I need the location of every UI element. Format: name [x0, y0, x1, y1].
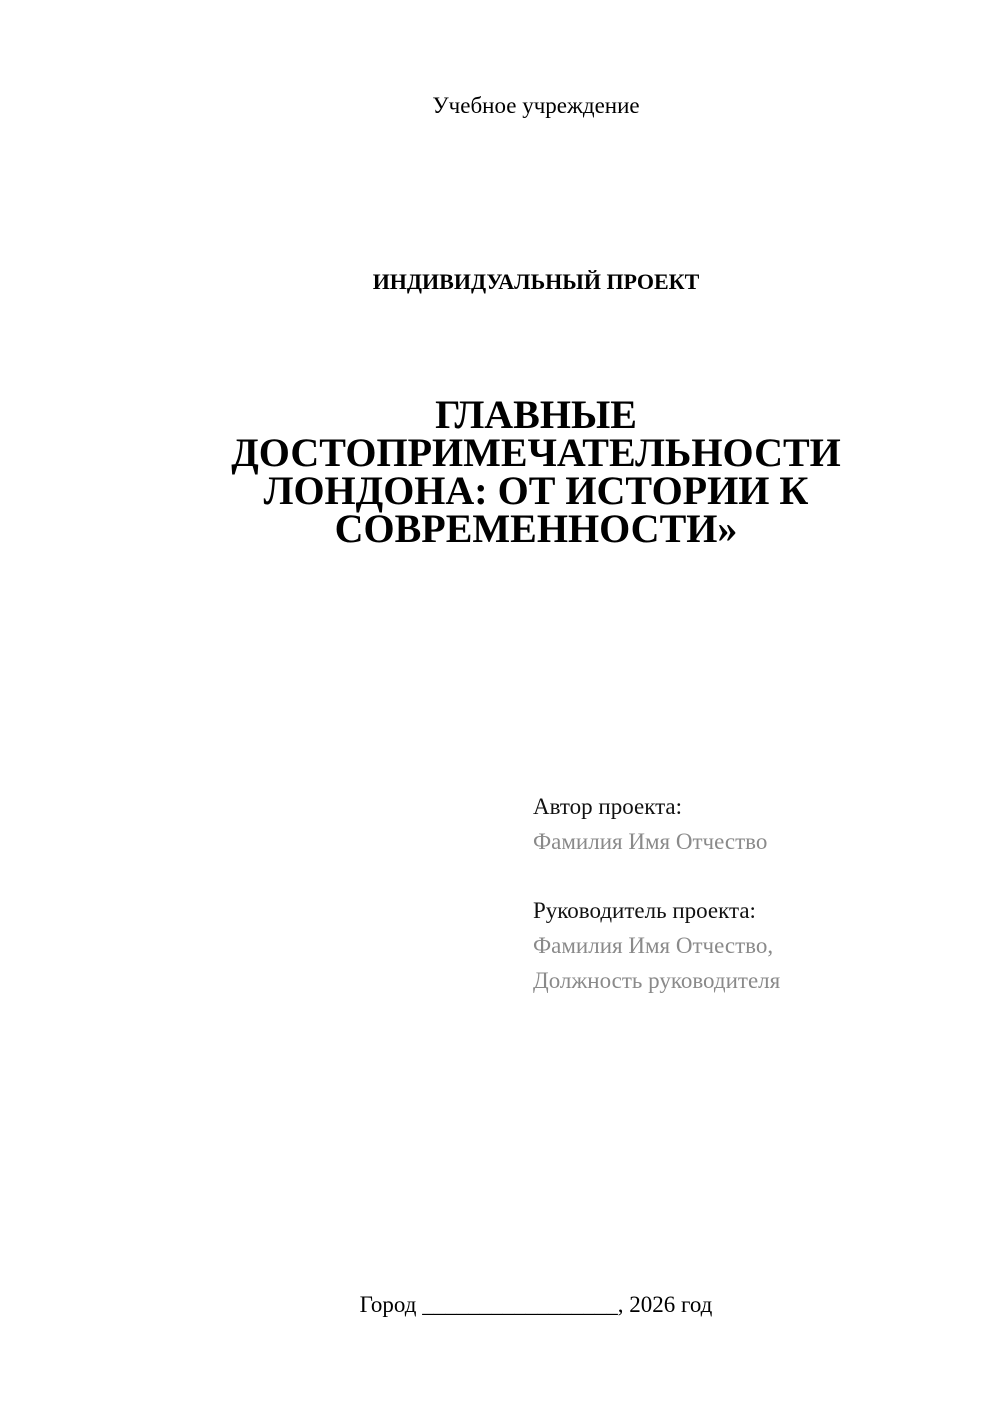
- project-title-line: ЛОНДОНА: ОТ ИСТОРИИ К: [263, 468, 809, 513]
- people-block: [533, 789, 953, 998]
- city-blank: _________________: [422, 1292, 618, 1317]
- project-title-line: СОВРЕМЕННОСТИ»: [334, 506, 738, 551]
- author-name: Фамилия Имя Отчество: [533, 829, 768, 854]
- year-text: , 2026 год: [617, 1292, 713, 1317]
- project-title-line: ДОСТОПРИМЕЧАТЕЛЬНОСТИ: [231, 430, 841, 475]
- spacer: [533, 859, 953, 893]
- supervisor-position: Должность руководителя: [533, 968, 781, 993]
- institution-name: Учебное учреждение: [432, 93, 640, 118]
- project-title-line: ГЛАВНЫЕ: [435, 392, 637, 437]
- project-title: [200, 392, 872, 551]
- supervisor-name: Фамилия Имя Отчество,: [533, 933, 774, 958]
- supervisor-label: Руководитель проекта:: [533, 898, 756, 923]
- author-label: Автор проекта:: [533, 794, 682, 819]
- city-year-line: [0, 1290, 1000, 1320]
- document-type-heading: ИНДИВИДУАЛЬНЫЙ ПРОЕКТ: [372, 269, 700, 294]
- city-label: Город: [359, 1292, 417, 1317]
